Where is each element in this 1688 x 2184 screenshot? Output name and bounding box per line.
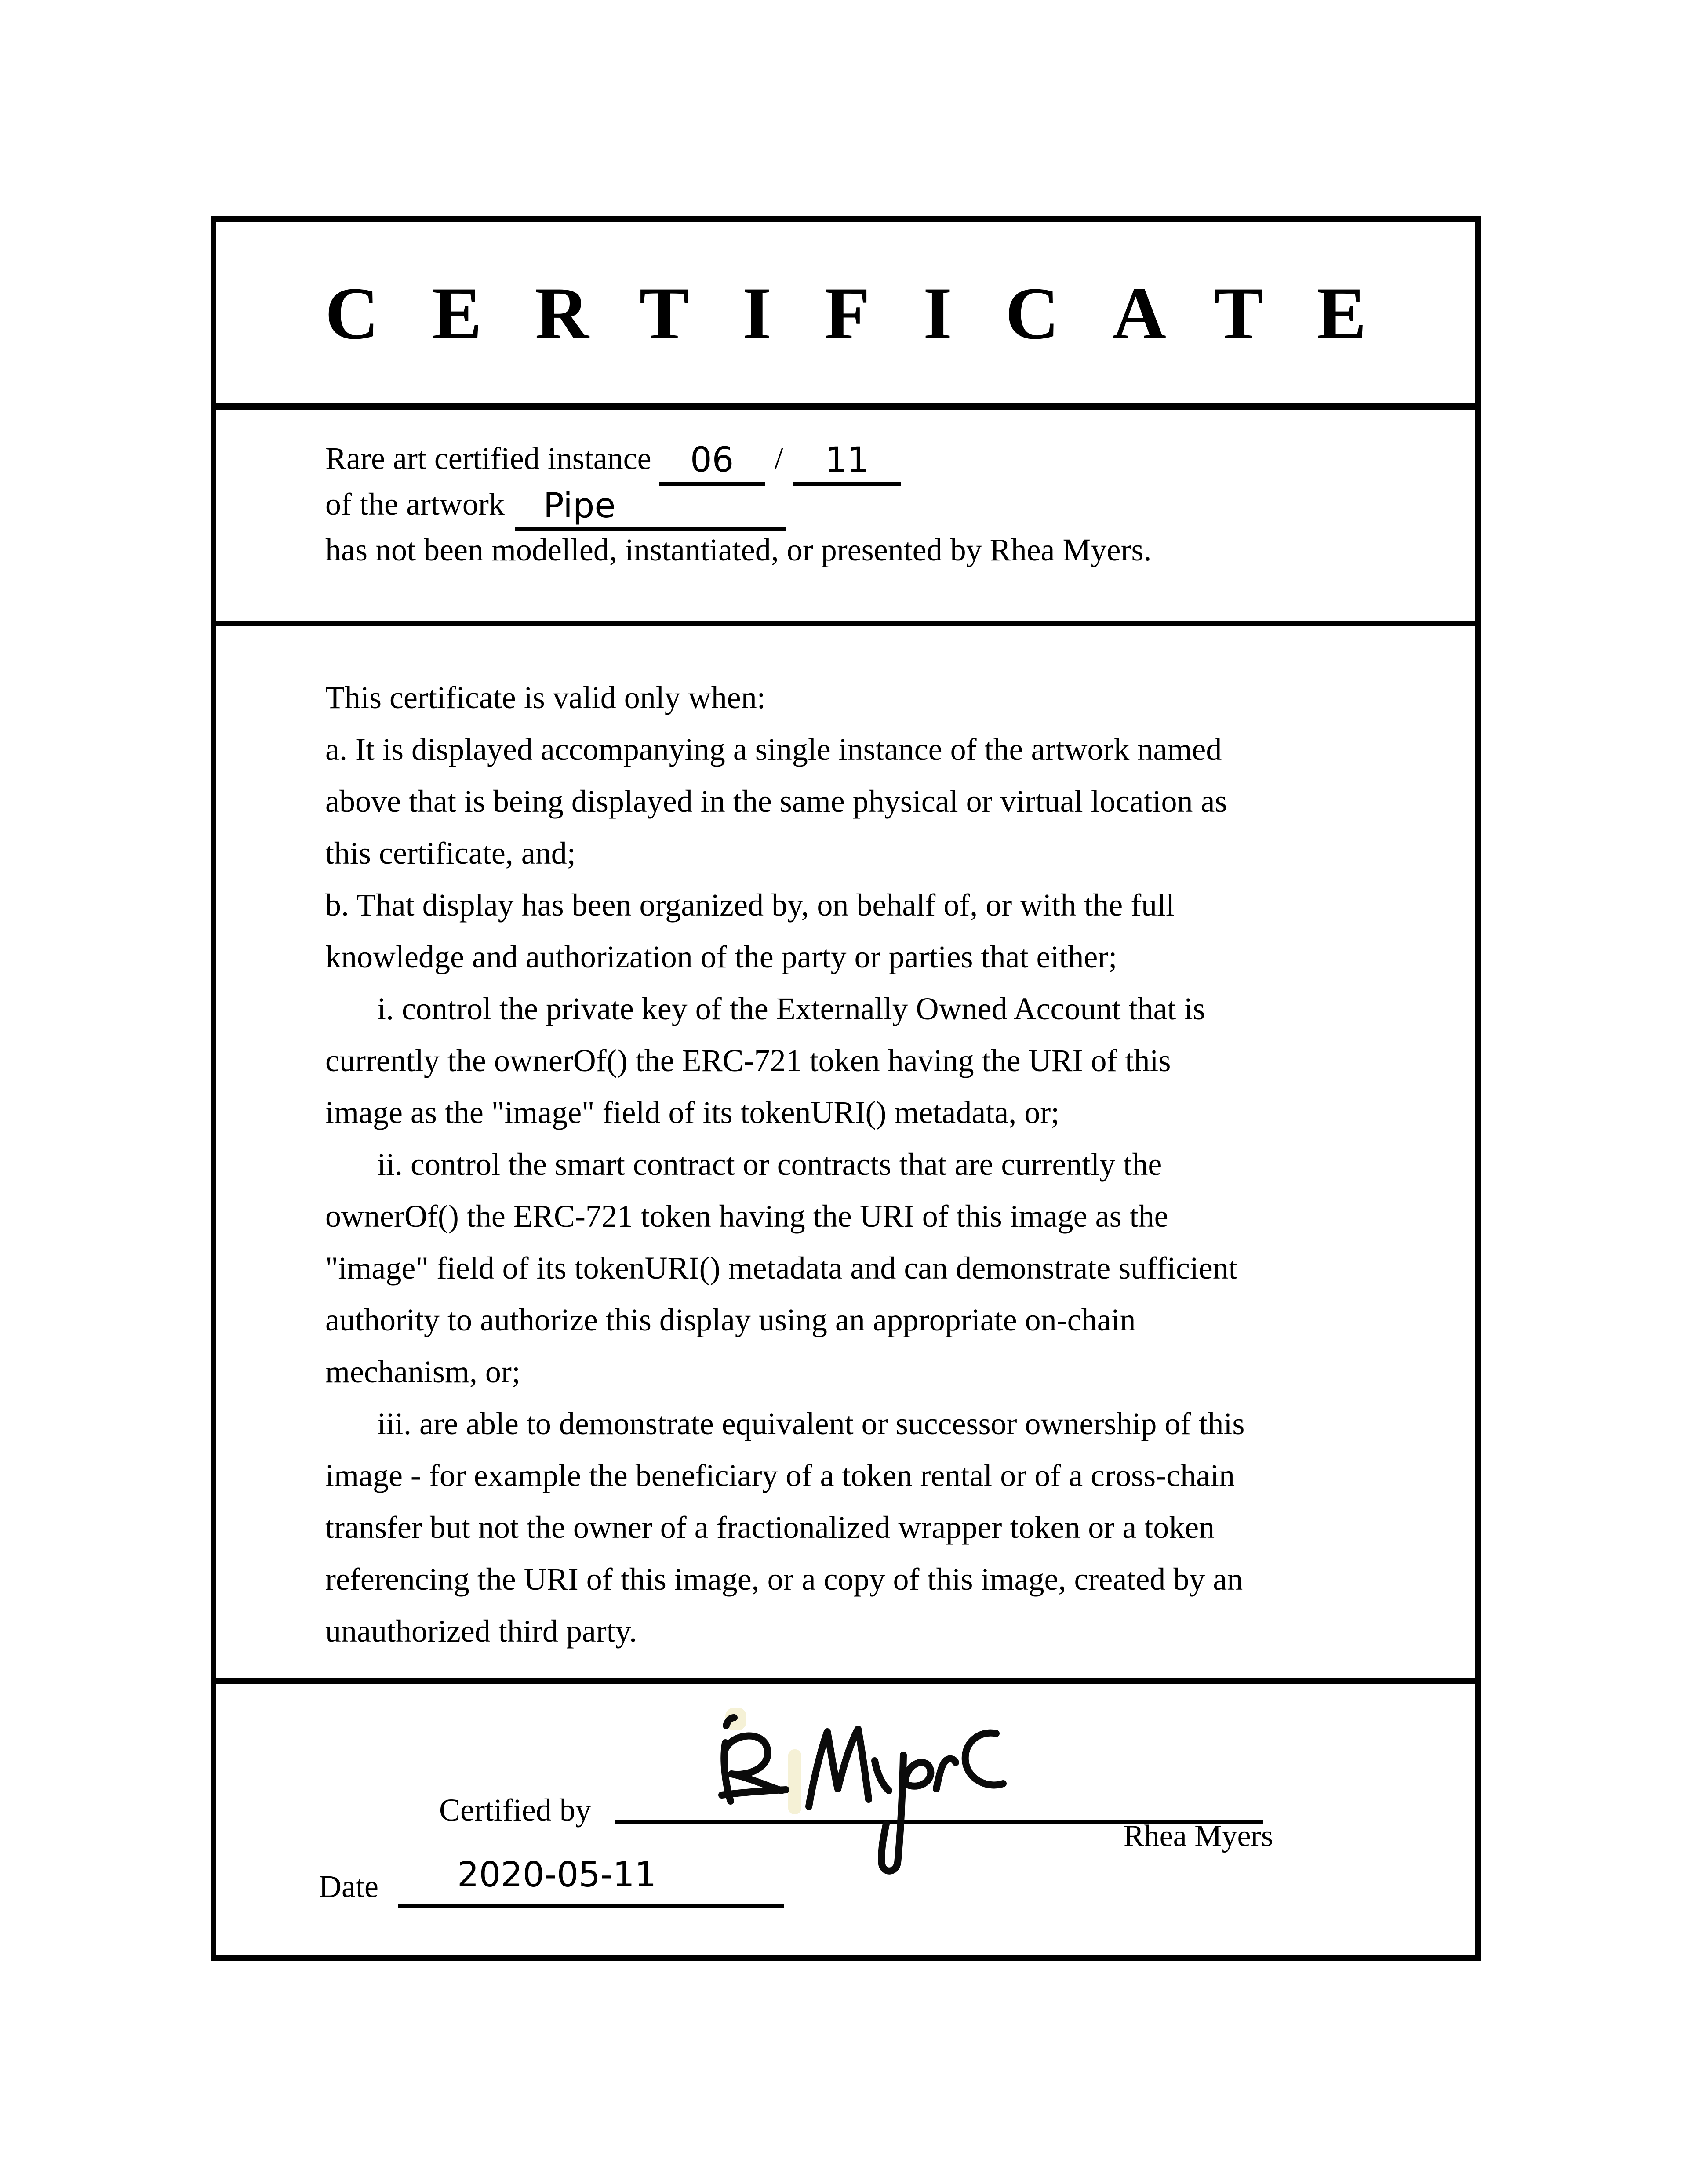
signature-divider xyxy=(216,1678,1475,1684)
validity-line: knowledge and authorization of the party or parties that either; xyxy=(325,939,1117,974)
certificate-title: CERTIFICATE xyxy=(325,272,1420,355)
printed-name: Rhea Myers xyxy=(1123,1819,1273,1853)
validity-line: unauthorized third party. xyxy=(325,1613,637,1649)
validity-line: image - for example the beneficiary of a token rental or of a cross-chain xyxy=(325,1458,1235,1493)
validity-line: currently the ownerOf() the ERC-721 token having the URI of this xyxy=(325,1043,1171,1078)
instance-separator: / xyxy=(774,441,783,476)
validity-section xyxy=(325,672,1244,1657)
certified-by-label: Certified by xyxy=(439,1792,591,1828)
validity-line: mechanism, or; xyxy=(325,1354,520,1389)
instance-number-field xyxy=(659,441,765,486)
instance-number-value: 06 xyxy=(690,440,734,480)
instance-divider xyxy=(216,621,1475,626)
artwork-line xyxy=(325,481,1152,527)
validity-line: i. control the private key of the Externally Owned Account that is xyxy=(377,991,1205,1026)
instance-info-section xyxy=(325,436,1152,573)
instance-line xyxy=(325,436,1152,481)
instance-total-value: 11 xyxy=(825,440,869,480)
validity-line: transfer but not the owner of a fractionalized wrapper token or a token xyxy=(325,1510,1215,1545)
signature-drawing xyxy=(699,1701,1033,1886)
validity-line: authority to authorize this display using an appropriate on-chain xyxy=(325,1302,1136,1337)
date-label: Date xyxy=(319,1869,378,1904)
validity-line: iii. are able to demonstrate equivalent or successor ownership of this xyxy=(377,1406,1245,1441)
validity-line: above that is being displayed in the same physical or virtual location as xyxy=(325,784,1227,819)
validity-line: ownerOf() the ERC-721 token having the URI of this image as the xyxy=(325,1199,1168,1234)
date-line xyxy=(398,1904,784,1908)
validity-line: this certificate, and; xyxy=(325,836,576,871)
title-divider xyxy=(216,403,1475,410)
certificate-border-box xyxy=(211,216,1481,1961)
statement-line xyxy=(325,527,1152,573)
artwork-prefix-label: of the artwork xyxy=(325,487,505,522)
signature-highlight-smudge xyxy=(788,1749,801,1814)
artwork-name-field xyxy=(515,487,786,531)
validity-line: ii. control the smart contract or contracts that are currently the xyxy=(377,1147,1162,1182)
instance-prefix-label: Rare art certified instance xyxy=(325,441,651,476)
validity-line: "image" field of its tokenURI() metadata and can demonstrate sufficient xyxy=(325,1250,1237,1286)
validity-line: image as the "image" field of its tokenURI() metadata, or; xyxy=(325,1095,1060,1130)
date-value: 2020-05-11 xyxy=(457,1855,657,1895)
statement-text: has not been modelled, instantiated, or presented by Rhea Myers. xyxy=(325,532,1152,567)
validity-line: a. It is displayed accompanying a single instance of the artwork named xyxy=(325,732,1222,767)
signature-strokes xyxy=(722,1718,1003,1871)
validity-line: This certificate is valid only when: xyxy=(325,680,766,715)
validity-line: referencing the URI of this image, or a copy of this image, created by an xyxy=(325,1562,1243,1597)
instance-total-field xyxy=(793,441,901,486)
validity-line: b. That display has been organized by, on behalf of, or with the full xyxy=(325,887,1175,923)
artwork-name-value: Pipe xyxy=(543,486,616,526)
